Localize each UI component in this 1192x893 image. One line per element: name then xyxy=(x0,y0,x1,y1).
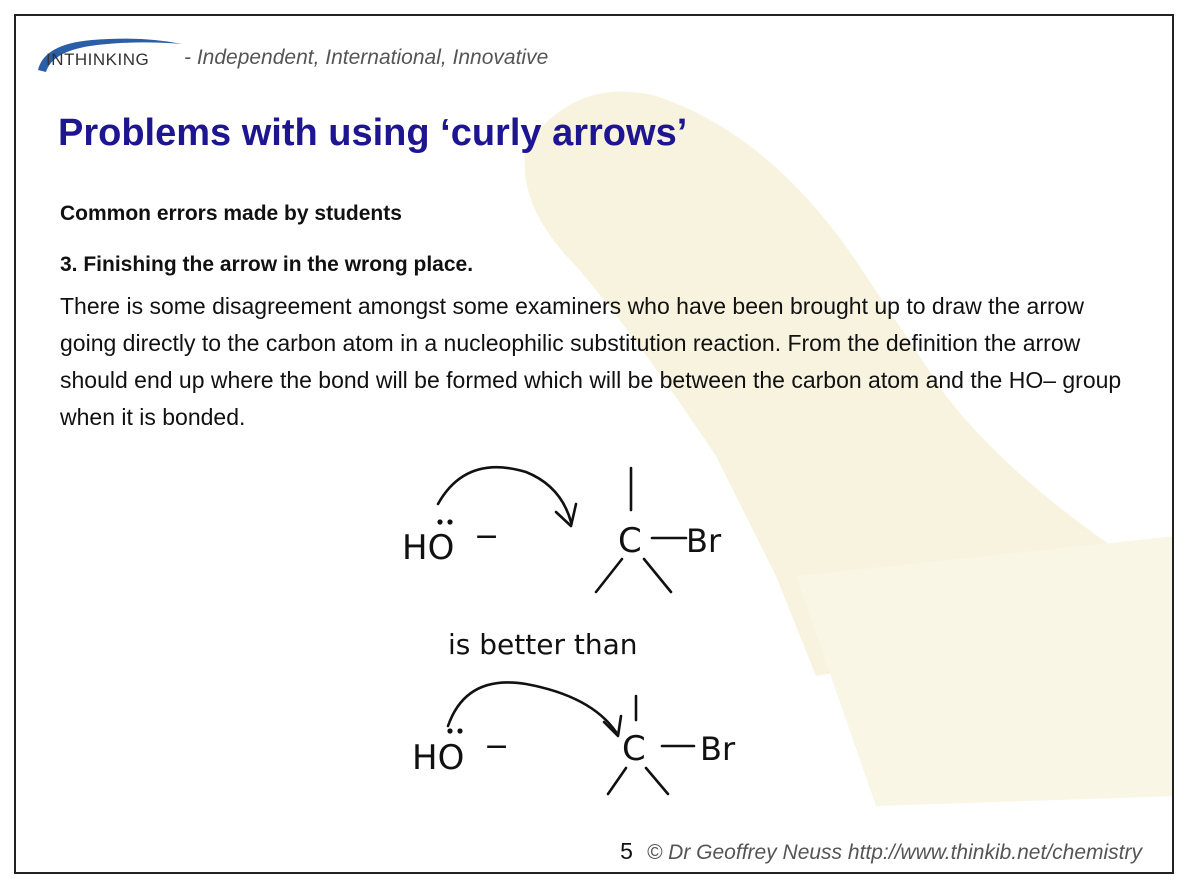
footer xyxy=(620,838,1142,865)
charge-bottom: − xyxy=(484,729,510,764)
logo-text: INTHINKING xyxy=(46,50,150,69)
bond-top-right xyxy=(644,559,671,592)
curly-arrow-incorrect xyxy=(448,682,616,732)
charge-top: − xyxy=(474,519,500,554)
bromine-label-top: Br xyxy=(686,522,722,560)
bond-bottom-left xyxy=(608,768,626,794)
carbon-label-bottom: C xyxy=(622,729,646,769)
tagline: - Independent, International, Innovative xyxy=(184,46,549,69)
point-heading: 3. Finishing the arrow in the wrong place. xyxy=(60,253,474,276)
bond-bottom-right xyxy=(646,768,668,794)
mechanism-diagram xyxy=(376,464,776,804)
hydroxide-label-top: HO xyxy=(402,528,455,568)
hydroxide-label-bottom: HO xyxy=(412,738,465,778)
curly-arrow-correct xyxy=(438,467,571,522)
copyright-link[interactable]: © Dr Geoffrey Neuss http://www.thinkib.net/chemistry xyxy=(646,841,1142,864)
slide-title: Problems with using ‘curly arrows’ xyxy=(58,112,688,154)
carbon-label-top: C xyxy=(618,521,642,561)
slide xyxy=(14,14,1174,874)
bond-top-left xyxy=(596,559,622,592)
section-heading: Common errors made by students xyxy=(60,202,402,225)
bromine-label-bottom: Br xyxy=(700,730,736,768)
comparison-text: is better than xyxy=(448,628,638,661)
explanation-paragraph: There is some disagreement amongst some examiners who have been brought up to draw the arrow going directly to the carbon atom in a nucleophilic substitution reaction. From the definition the arrow should end up where the bond will be formed which will be between the carbon atom and the HO– group when it is bonded. xyxy=(60,293,1122,430)
page-number: 5 xyxy=(620,838,633,864)
